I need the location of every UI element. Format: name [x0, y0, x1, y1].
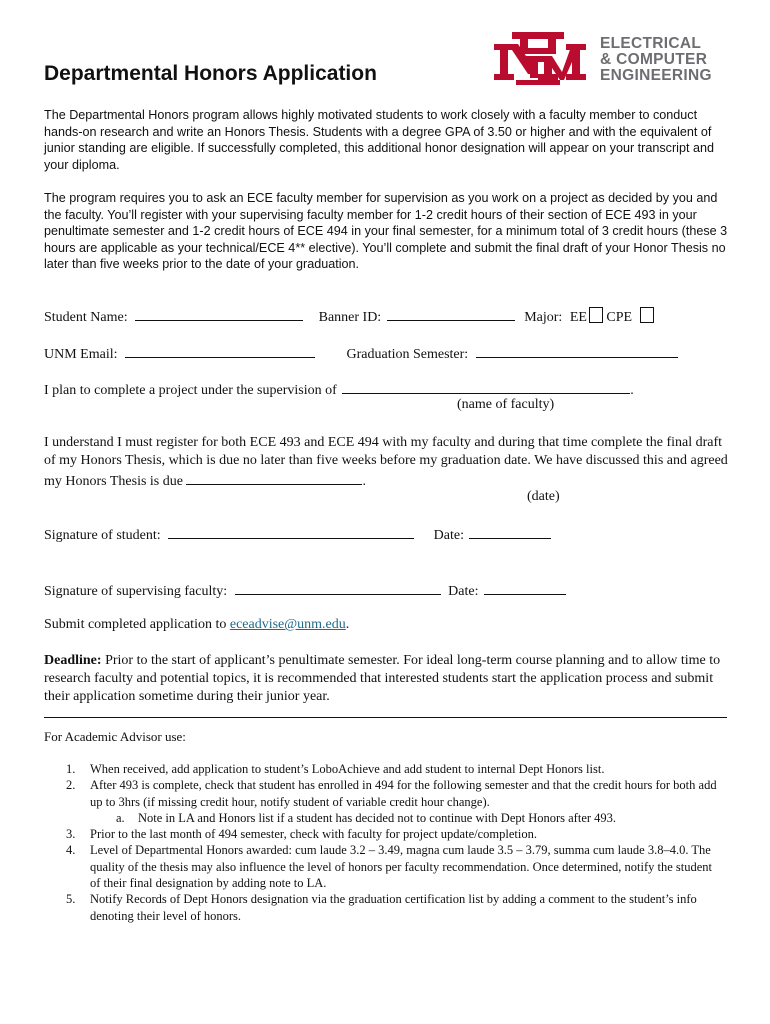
advisor-item-number: 1.	[66, 762, 76, 776]
advisor-item-number: 3.	[66, 827, 76, 842]
student-date-label: Date:	[433, 528, 464, 543]
unm-email-label: UNM Email:	[44, 347, 118, 362]
advisor-item-number: 4.	[66, 843, 76, 858]
major-ee-checkbox[interactable]	[589, 307, 603, 323]
section-divider	[44, 717, 727, 718]
dept-line-2: & COMPUTER	[600, 51, 708, 68]
intro-paragraph-1: The Departmental Honors program allows highly motivated students to work closely with a faculty member to conduct hands-on research and write an Honors Thesis. Students with a degree GPA of 3.50 or higher and with the equivalent of junior standing are eligible. If successfully completed, this additional honor designation will appear on your transcript and your diploma.	[44, 108, 714, 172]
faculty-name-field[interactable]	[342, 379, 630, 394]
major-cpe-label: CPE	[606, 310, 633, 325]
advisor-item-number: 2.	[66, 778, 76, 793]
advisor-item-3	[44, 826, 724, 842]
advisor-item-number: 5.	[66, 892, 76, 907]
deadline-paragraph	[44, 652, 734, 706]
advisor-list	[44, 761, 724, 924]
faculty-date-label: Date:	[448, 584, 479, 599]
advisor-item-text: Notify Records of Dept Honors designation via the graduation certification list by adding a comment to the student’s info denoting their level of honors.	[90, 892, 697, 923]
major-label: Major:	[524, 310, 563, 325]
banner-id-label: Banner ID:	[318, 310, 382, 325]
unm-logo-mark	[486, 30, 590, 86]
unm-email-field[interactable]	[125, 343, 315, 358]
understand-period: .	[362, 474, 366, 489]
faculty-signature-field[interactable]	[235, 580, 441, 595]
sig-student-label: Signature of student:	[44, 528, 161, 543]
advisor-heading: For Academic Advisor use:	[44, 729, 186, 744]
row-email	[44, 343, 744, 364]
major-ee-label: EE	[569, 310, 587, 325]
graduation-semester-field[interactable]	[476, 343, 678, 358]
faculty-date-field[interactable]	[484, 580, 566, 595]
graduation-semester-label: Graduation Semester:	[346, 347, 469, 362]
advisor-item-text: Prior to the last month of 494 semester, check with faculty for project update/completion.	[90, 827, 537, 842]
major-cpe-checkbox[interactable]	[640, 307, 654, 323]
dept-line-1: ELECTRICAL	[600, 35, 702, 52]
advisor-item-text: Note in LA and Honors list if a student has decided not to continue with Dept Honors after 493.	[138, 810, 617, 825]
row-supervision	[44, 379, 744, 400]
student-name-label: Student Name:	[44, 310, 128, 325]
intro-paragraph-2: The program requires you to ask an ECE faculty member for supervision as you work on a project as decided by you and the faculty. You’ll register with your supervising faculty member for 1-2 credit hours of their section of ECE 493 in your penultimate semester and 1-2 credit hours of ECE 494 in your final semester, for a minimum total of 3 credit hours (these 3 hours are applicable as your technical/ECE 4** elective). You’ll complete and submit the final draft of your Honor Thesis no later than five weeks prior to the date of your graduation.	[44, 191, 728, 271]
row-submit	[44, 616, 744, 634]
student-date-field[interactable]	[469, 524, 551, 539]
understand-text: I understand I must register for both ECE 493 and ECE 494 with my faculty and during that time complete the final draft of my Honors Thesis, which is due no later than five weeks before my graduation date. We have discussed this and agreed my Honors Thesis is due	[44, 435, 728, 489]
unm-ece-logo	[486, 30, 748, 86]
submit-text: Submit completed application to	[44, 617, 227, 632]
supervision-text: I plan to complete a project under the supervision of	[44, 383, 337, 398]
sig-faculty-label: Signature of supervising faculty:	[44, 584, 228, 599]
thesis-due-date-field[interactable]	[186, 470, 362, 485]
advisor-subitem-a	[44, 810, 724, 826]
dept-name	[600, 36, 712, 84]
advisor-item-4	[44, 842, 724, 891]
page-title: Departmental Honors Application	[44, 62, 377, 85]
faculty-hint: (name of faculty)	[457, 397, 555, 412]
submit-email-link[interactable]: eceadvise@unm.edu	[229, 617, 346, 632]
advisor-item-text: After 493 is complete, check that student has enrolled in 494 for the following semester and that the credit hours for both add up to 3hrs (if missing credit hour, notify student of variable credit hour change).	[90, 778, 717, 809]
deadline-text: Prior to the start of applicant’s penultimate semester. For ideal long-term course planning and to allow time to research faculty and potential topics, it is recommended that interested students start the application process and submit their application sometime during their junior year.	[44, 653, 721, 704]
student-signature-field[interactable]	[168, 524, 414, 539]
supervision-period: .	[630, 383, 634, 398]
date-hint: (date)	[527, 489, 560, 504]
advisor-item-2	[44, 777, 724, 810]
advisor-item-1	[44, 761, 724, 777]
row-faculty-signature	[44, 580, 744, 601]
student-name-field[interactable]	[135, 306, 303, 321]
advisor-item-text: Level of Departmental Honors awarded: cum laude 3.2 – 3.49, magna cum laude 3.5 – 3.79, summa cum laude 3.8–4.0. The quality of the thesis may also influence the level of honors per faculty recommendation. Once determined, notify the student of their final designation by adding note to LA.	[90, 843, 713, 891]
advisor-item-number: a.	[116, 810, 125, 825]
banner-id-field[interactable]	[387, 306, 515, 321]
advisor-item-5	[44, 891, 724, 924]
understand-paragraph	[44, 434, 734, 491]
advisor-item-text: When received, add application to student’s LoboAchieve and add student to internal Dept Honors list.	[90, 762, 605, 776]
dept-line-3: ENGINEERING	[600, 67, 712, 84]
submit-period: .	[345, 617, 350, 632]
deadline-label: Deadline:	[44, 653, 102, 668]
row-student-signature	[44, 524, 744, 545]
row-student-info	[44, 306, 744, 327]
